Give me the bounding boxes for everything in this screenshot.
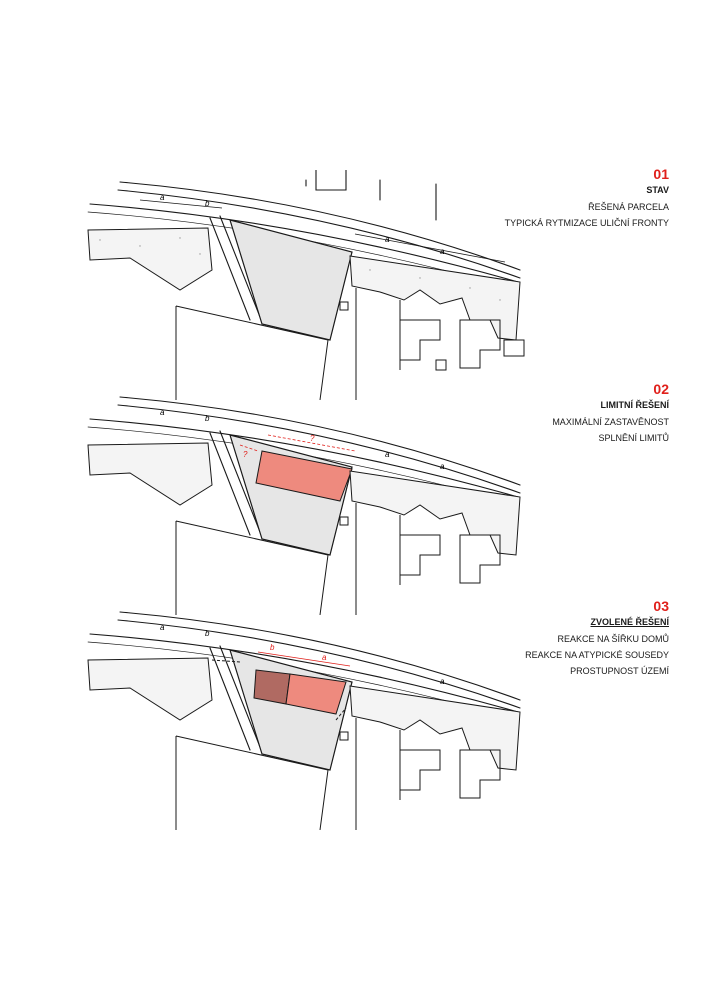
step-number: 02 <box>653 381 669 397</box>
step-number: 03 <box>653 598 669 614</box>
step-line: SPLNĚNÍ LIMITŮ <box>598 433 669 443</box>
limit-label: ? <box>310 434 315 443</box>
step-line: REAKCE NA ŠÍŘKU DOMŮ <box>557 634 669 644</box>
dim-label-a: a <box>385 450 390 459</box>
step-legend <box>479 380 669 444</box>
site-sketch-limit <box>0 385 540 615</box>
step-number: 01 <box>653 166 669 182</box>
dim-label-b: b <box>205 629 210 638</box>
step-line: PROSTUPNOST ÚZEMÍ <box>570 666 669 676</box>
west-block <box>88 228 212 290</box>
dim-label-b: b <box>205 199 210 208</box>
dim-label-b: b <box>205 414 210 423</box>
building-left <box>254 670 290 704</box>
dim-label-a: a <box>440 247 445 256</box>
dim-label-a: a <box>160 623 165 632</box>
step-title: STAV <box>646 185 669 195</box>
dim-label-b: b <box>270 643 275 652</box>
step-title: LIMITNÍ ŘEŠENÍ <box>600 400 669 410</box>
dim-label-a: a <box>160 408 165 417</box>
limit-label: ? <box>243 450 248 459</box>
step-title: ZVOLENÉ ŘEŠENÍ <box>590 617 669 627</box>
dim-label-a: a <box>322 653 327 662</box>
step-line: REAKCE NA ATYPICKÉ SOUSEDY <box>525 650 669 660</box>
step-line: MAXIMÁLNÍ ZASTAVĚNOST <box>552 417 669 427</box>
step-line: ŘEŠENÁ PARCELA <box>588 202 669 212</box>
dim-label-a: a <box>440 462 445 471</box>
step-legend <box>479 165 669 229</box>
dim-label-a: a <box>440 677 445 686</box>
step-line: TYPICKÁ RYTMIZACE ULIČNÍ FRONTY <box>504 218 669 228</box>
dim-label-a: a <box>385 235 390 244</box>
site-sketch-stav <box>0 170 540 400</box>
step-legend <box>479 597 669 677</box>
dim-label-a: a <box>160 193 165 202</box>
site-sketch-chosen <box>0 600 540 830</box>
